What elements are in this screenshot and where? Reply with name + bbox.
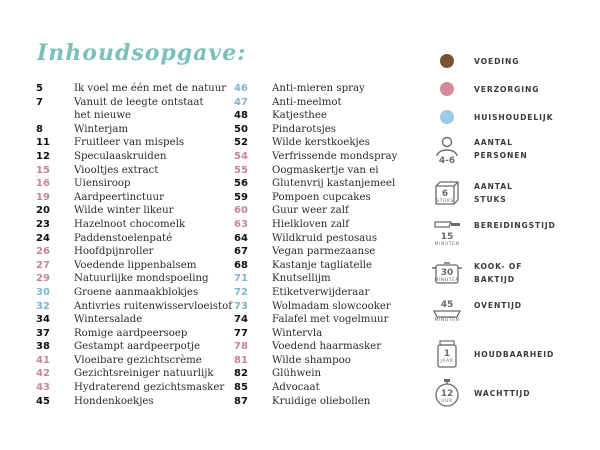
houdbaarheid-value: 1 xyxy=(443,349,451,359)
legend-label: BEREIDINGSTIJD xyxy=(474,220,556,230)
toc-entry[interactable] xyxy=(36,150,232,164)
legend-label: VERZORGING xyxy=(474,84,540,94)
toc-entry-title: Verfrissende mondspray xyxy=(272,150,398,162)
toc-column-right xyxy=(234,82,414,408)
toc-page-number: 48 xyxy=(234,110,248,122)
toc-entry[interactable] xyxy=(234,150,414,164)
toc-entry-title-line2: het nieuwe xyxy=(74,110,132,122)
toc-page-number: 46 xyxy=(234,83,248,94)
huishoudelijk-dot-icon xyxy=(440,110,454,124)
person-icon xyxy=(432,136,462,156)
toc-page-number: 11 xyxy=(36,137,50,149)
toc-entry-title: Gezichtsreiniger natuurlijk xyxy=(74,368,214,380)
legend-stuks xyxy=(430,180,513,206)
legend-oventijd xyxy=(430,300,522,324)
toc-entry[interactable] xyxy=(36,136,232,150)
toc-entry-title: Wintervla xyxy=(272,327,323,339)
legend-wachttijd xyxy=(430,378,530,408)
toc-entry[interactable] xyxy=(36,191,232,205)
toc-page-number: 67 xyxy=(234,246,248,258)
toc-entry[interactable] xyxy=(234,191,414,205)
legend-label: HUISHOUDELIJK xyxy=(474,112,554,122)
toc-entry-title: Anti-meelmot xyxy=(272,96,342,108)
toc-entry-title: Hoofdpijnroller xyxy=(74,246,154,258)
legend-label: AANTAL xyxy=(474,138,513,147)
legend-huishoudelijk xyxy=(430,110,553,124)
toc-page-number: 78 xyxy=(234,341,248,353)
toc-page-number: 8 xyxy=(36,123,43,135)
stuks-unit: STUKS xyxy=(436,199,454,204)
toc-entry-title: Wilde winter likeur xyxy=(74,205,174,217)
kooktijd-unit: MINUTEN xyxy=(434,278,460,283)
toc-entry[interactable] xyxy=(36,96,232,123)
legend-label: AANTAL xyxy=(474,182,513,191)
toc-page-number: 47 xyxy=(234,96,248,108)
toc-page-number: 54 xyxy=(234,150,248,162)
bereidingstijd-unit: MINUTEN xyxy=(434,242,460,247)
voeding-dot-icon xyxy=(440,54,454,68)
toc-entry[interactable] xyxy=(234,96,414,110)
toc-page-number: 56 xyxy=(234,178,248,190)
personen-value: 4-6 xyxy=(438,156,456,166)
page-title: Inhoudsopgave: xyxy=(37,40,247,66)
toc-entry-title: Antivries ruitenwisservloeistof xyxy=(74,300,233,312)
toc-entry-title: Uiensiroop xyxy=(74,178,131,190)
toc-entry[interactable] xyxy=(234,327,414,341)
toc-entry[interactable] xyxy=(234,259,414,273)
toc-column-left xyxy=(36,82,232,408)
toc-page-number: 27 xyxy=(36,259,50,271)
toc-entry-title: Paddenstoelenpaté xyxy=(74,232,173,244)
legend-label-2: STUKS xyxy=(474,195,507,204)
toc-entry[interactable] xyxy=(36,272,232,286)
toc-entry-title: Pompoen cupcakes xyxy=(272,191,371,203)
toc-entry[interactable] xyxy=(234,204,414,218)
toc-page-number: 77 xyxy=(234,327,248,339)
toc-entry-title: Speculaaskruiden xyxy=(74,150,167,162)
toc-entry-title: Winterjam xyxy=(74,123,128,135)
toc-page-number: 59 xyxy=(234,191,248,203)
legend-houdbaarheid xyxy=(430,340,554,368)
toc-page-number: 26 xyxy=(36,246,50,258)
toc-entry-title: Hielkloven zalf xyxy=(272,218,350,230)
toc-page-number: 20 xyxy=(36,205,50,217)
toc-entry-title: Wilde kerstkoekjes xyxy=(272,137,370,149)
toc-entry-title: Falafel met vogelmuur xyxy=(272,314,389,326)
toc-entry-title: Glühwein xyxy=(272,368,322,380)
toc-entry-title: Advocaat xyxy=(272,382,320,394)
toc-entry-title-line1: Vanuit de leegte ontstaat xyxy=(74,96,204,108)
toc-entry-title: Vegan parmezaanse xyxy=(272,246,376,258)
toc-entry-title: Wildkruid pestosaus xyxy=(272,232,378,244)
toc-page-number: 29 xyxy=(36,273,50,285)
toc-page-number: 45 xyxy=(36,395,50,407)
toc-entry-title: Kruidige oliebollen xyxy=(272,395,371,407)
toc-page-number: 23 xyxy=(36,218,50,230)
knife-icon xyxy=(433,218,461,232)
bereidingstijd-value: 15 xyxy=(440,232,454,242)
toc-entry[interactable] xyxy=(36,204,232,218)
toc-entry-title xyxy=(74,96,204,123)
legend-label-2: BAKTIJD xyxy=(474,275,515,284)
toc-page-number: 50 xyxy=(234,123,248,135)
toc-page-number: 74 xyxy=(234,314,248,326)
toc-entry[interactable] xyxy=(234,136,414,150)
toc-entry-title: Etiketverwijderaar xyxy=(272,286,370,298)
toc-entry-title: Hondenkoekjes xyxy=(74,395,154,407)
toc-entry[interactable] xyxy=(234,177,414,191)
toc-entry[interactable] xyxy=(234,245,414,259)
legend-voeding xyxy=(430,54,519,68)
toc-entry-title: Kastanje tagliatelle xyxy=(272,259,373,271)
toc-entry[interactable] xyxy=(234,354,414,368)
toc-entry-title: Groene aanmaakblokjes xyxy=(74,286,199,298)
toc-page-number: 81 xyxy=(234,354,248,366)
toc-page-number: 43 xyxy=(36,382,50,394)
toc-entry-title: Wilde shampoo xyxy=(272,354,351,366)
toc-entry[interactable] xyxy=(234,232,414,246)
toc-entry-title: Viooltjes extract xyxy=(74,164,159,176)
toc-page-number: 64 xyxy=(234,232,248,244)
toc-entry-title: Glutenvrij kastanjemeel xyxy=(272,178,396,190)
toc-entry[interactable] xyxy=(36,354,232,368)
stuks-value: 6 xyxy=(441,189,449,199)
toc-page-number: 12 xyxy=(36,150,50,162)
toc-page-number: 16 xyxy=(36,178,50,190)
toc-entry[interactable] xyxy=(234,272,414,286)
toc-entry[interactable] xyxy=(36,259,232,273)
toc-page-number: 87 xyxy=(234,395,248,407)
wachttijd-value: 12 xyxy=(440,389,454,399)
toc-entry[interactable] xyxy=(234,313,414,327)
toc-entry-title: Natuurlijke mondspoeling xyxy=(74,273,209,285)
toc-page-number: 38 xyxy=(36,341,50,353)
toc-entry[interactable] xyxy=(36,164,232,178)
oventijd-unit: MINUTEN xyxy=(434,318,460,323)
toc-page-number: 68 xyxy=(234,259,248,271)
toc-page-number: 71 xyxy=(234,273,248,285)
toc-page-number: 73 xyxy=(234,300,248,312)
houdbaarheid-unit: JAAR xyxy=(440,359,454,364)
toc-entry[interactable] xyxy=(36,245,232,259)
toc-page-number: 52 xyxy=(234,137,248,149)
legend-personen xyxy=(430,136,528,166)
toc-page-number: 5 xyxy=(36,83,43,94)
toc-entry[interactable] xyxy=(36,381,232,395)
toc-entry-title: Hazelnoot chocomelk xyxy=(74,218,186,230)
wachttijd-unit: UUR xyxy=(441,399,453,404)
toc-page-number: 63 xyxy=(234,218,248,230)
toc-entry-title: Wolmadam slowcooker xyxy=(272,300,391,312)
toc-entry-title: Gestampt aardpeerpotje xyxy=(74,341,201,353)
legend-verzorging xyxy=(430,82,539,96)
toc-entry-title: Hydraterend gezichtsmasker xyxy=(74,382,225,394)
legend-label: VOEDING xyxy=(474,56,520,66)
toc-entry[interactable] xyxy=(36,177,232,191)
legend-kooktijd xyxy=(430,260,522,286)
legend-label-2: PERSONEN xyxy=(474,151,528,160)
toc-entry-title: Guur weer zalf xyxy=(272,205,349,217)
toc-page-number: 37 xyxy=(36,327,50,339)
toc-entry[interactable] xyxy=(36,395,232,409)
toc-page-number: 55 xyxy=(234,164,248,176)
toc-page-number: 85 xyxy=(234,382,248,394)
toc-entry[interactable] xyxy=(36,286,232,300)
toc-entry-title: Ik voel me één met de natuur xyxy=(74,83,227,94)
toc-entry[interactable] xyxy=(36,82,232,96)
toc-entry-title: Wintersalade xyxy=(74,314,143,326)
toc-page-number: 34 xyxy=(36,314,50,326)
toc-page-number: 42 xyxy=(36,368,50,380)
toc-entry-title: Vloeibare gezichtscrème xyxy=(74,354,202,366)
toc-page-number: 7 xyxy=(36,96,43,108)
toc-entry-title: Katjesthee xyxy=(272,110,327,122)
toc-entry[interactable] xyxy=(36,218,232,232)
toc-entry-title: Aardpeertinctuur xyxy=(74,191,164,203)
toc-entry-title: Voedende lippenbalsem xyxy=(74,259,197,271)
toc-page-number: 15 xyxy=(36,164,50,176)
toc-entry-title: Fruitleer van mispels xyxy=(74,137,185,149)
toc-entry[interactable] xyxy=(36,123,232,137)
toc-page-number: 41 xyxy=(36,354,50,366)
legend-label: WACHTTIJD xyxy=(474,388,531,398)
toc-entry-title: Anti-mieren spray xyxy=(272,83,365,94)
toc-page-number: 19 xyxy=(36,191,50,203)
toc-entry[interactable] xyxy=(234,340,414,354)
toc-entry[interactable] xyxy=(36,367,232,381)
toc-entry[interactable] xyxy=(234,395,414,409)
toc-page-number: 24 xyxy=(36,232,50,244)
toc-entry[interactable] xyxy=(234,367,414,381)
toc-entry[interactable] xyxy=(234,109,414,123)
toc-entry[interactable] xyxy=(234,218,414,232)
legend-bereidingstijd xyxy=(430,218,556,248)
toc-entry[interactable] xyxy=(234,286,414,300)
legend-label: HOUDBAARHEID xyxy=(474,349,555,359)
toc-entry[interactable] xyxy=(234,381,414,395)
toc-entry-title: Knutsellijm xyxy=(272,273,331,285)
verzorging-dot-icon xyxy=(440,82,454,96)
toc-page-number: 30 xyxy=(36,286,50,298)
toc-entry-title: Pindarotsjes xyxy=(272,123,337,135)
toc-page-number: 72 xyxy=(234,286,248,298)
toc-entry[interactable] xyxy=(36,300,232,314)
toc-entry[interactable] xyxy=(36,232,232,246)
oventijd-value: 45 xyxy=(440,300,454,310)
toc-entry-title: Voedend haarmasker xyxy=(272,341,382,353)
toc-page-number: 32 xyxy=(36,300,50,312)
toc-entry[interactable] xyxy=(36,340,232,354)
toc-entry-title: Romige aardpeersoep xyxy=(74,327,188,339)
toc-page-number: 82 xyxy=(234,368,248,380)
kooktijd-value: 30 xyxy=(440,268,454,278)
toc-entry[interactable] xyxy=(234,164,414,178)
toc-entry-title: Oogmaskertje van ei xyxy=(272,164,379,176)
toc-entry[interactable] xyxy=(234,123,414,137)
toc-entry[interactable] xyxy=(36,327,232,341)
toc-entry[interactable] xyxy=(36,313,232,327)
toc-entry[interactable] xyxy=(234,82,414,96)
legend-label: OVENTIJD xyxy=(474,300,523,310)
toc-page-number: 60 xyxy=(234,205,248,217)
legend-label: KOOK- OF xyxy=(474,262,523,271)
toc-entry[interactable] xyxy=(234,300,414,314)
oven-dish-icon xyxy=(432,310,462,318)
